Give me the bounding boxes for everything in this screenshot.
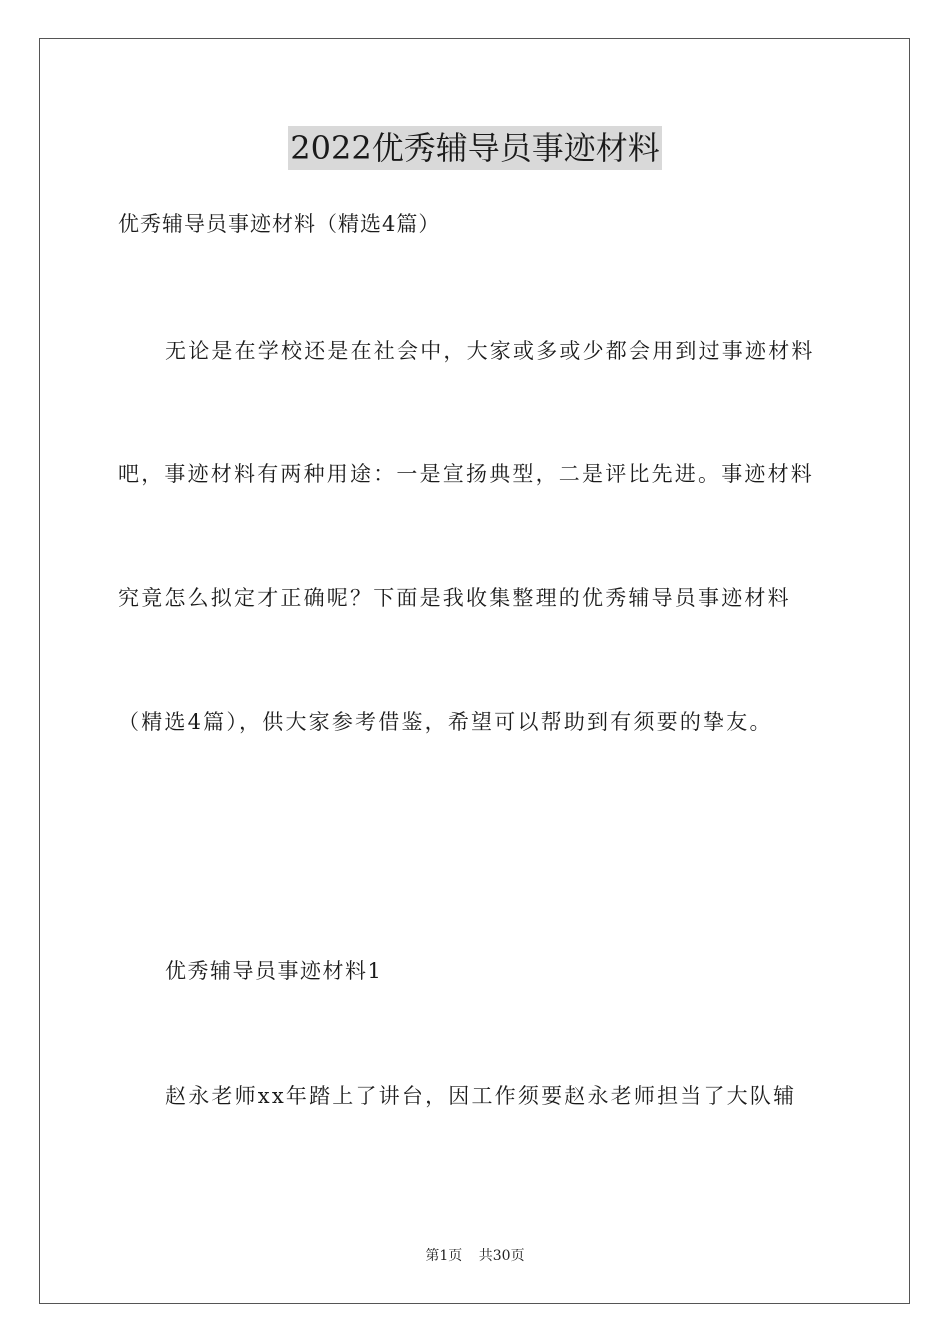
page-footer [0, 1246, 950, 1266]
document-title: 2022优秀辅导员事迹材料 [288, 126, 661, 170]
paragraph-line-2: 吧，事迹材料有两种用途：一是宣扬典型，二是评比先进。事迹材料 [118, 462, 814, 486]
page-number: 第1页 [425, 1248, 463, 1264]
section-paragraph-line-1: 赵永老师xx年踏上了讲台，因工作须要赵永老师担当了大队辅 [165, 1084, 797, 1108]
document-subtitle: 优秀辅导员事迹材料（精选4篇） [118, 212, 441, 236]
paragraph-line-4: （精选4篇），供大家参考借鉴，希望可以帮助到有须要的挚友。 [118, 710, 773, 734]
title-container [0, 126, 950, 170]
section-heading: 优秀辅导员事迹材料1 [165, 959, 383, 983]
paragraph-line-3: 究竟怎么拟定才正确呢？下面是我收集整理的优秀辅导员事迹材料 [118, 586, 791, 610]
paragraph-line-1: 无论是在学校还是在社会中，大家或多或少都会用到过事迹材料 [165, 339, 815, 363]
page-total: 共30页 [478, 1248, 525, 1264]
